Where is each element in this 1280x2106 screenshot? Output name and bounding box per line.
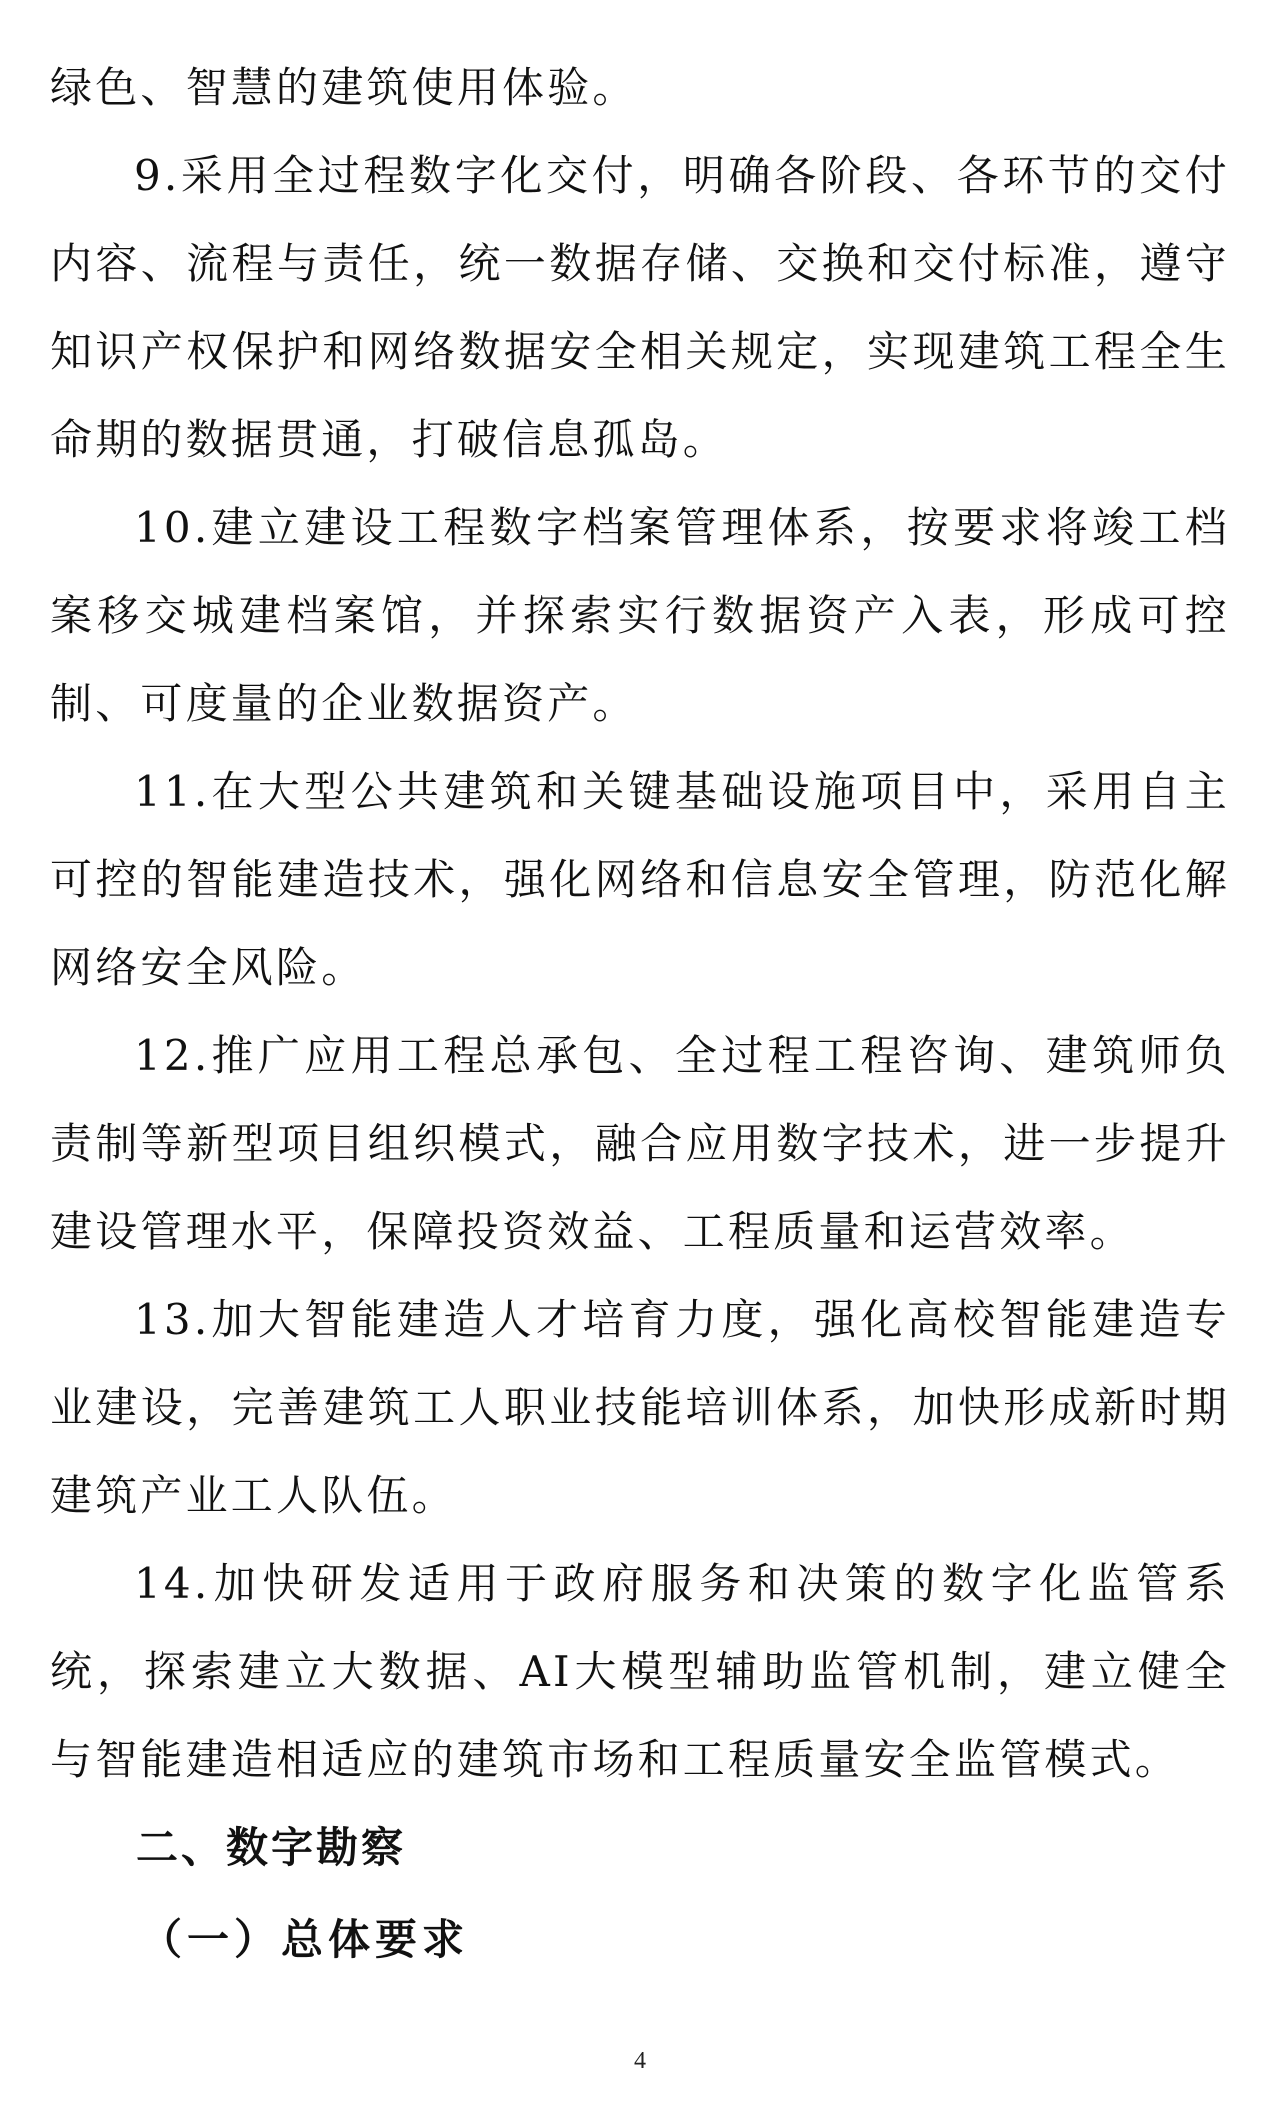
paragraph-item-13: 13.加大智能建造人才培育力度，强化高校智能建造专业建设，完善建筑工人职业技能培训体系，加快形成新时期建筑产业工人队伍。 — [50, 1295, 1230, 1520]
subsection-heading: （一）总体要求 — [140, 1915, 470, 1964]
section-heading: 二、数字勘察 — [136, 1823, 407, 1872]
paragraph-continuation: 绿色、智慧的建筑使用体验。 — [50, 63, 638, 112]
paragraph-item-11: 11.在大型公共建筑和关键基础设施项目中，采用自主可控的智能建造技术，强化网络和信息安全管理，防范化解网络安全风险。 — [50, 767, 1230, 992]
paragraph-item-9: 9.采用全过程数字化交付，明确各阶段、各环节的交付内容、流程与责任，统一数据存储、交换和交付标准，遵守知识产权保护和网络数据安全相关规定，实现建筑工程全生命期的数据贯通，打破信息孤岛。 — [50, 151, 1230, 464]
paragraph-item-14: 14.加快研发适用于政府服务和决策的数字化监管系统，探索建立大数据、AI大模型辅助监管机制，建立健全与智能建造相适应的建筑市场和工程质量安全监管模式。 — [50, 1559, 1230, 1784]
paragraph-item-12: 12.推广应用工程总承包、全过程工程咨询、建筑师负责制等新型项目组织模式，融合应用数字技术，进一步提升建设管理水平，保障投资效益、工程质量和运营效率。 — [50, 1031, 1230, 1256]
page-number: 4 — [634, 2048, 646, 2074]
paragraph-item-10: 10.建立建设工程数字档案管理体系，按要求将竣工档案移交城建档案馆，并探索实行数据资产入表，形成可控制、可度量的企业数据资产。 — [50, 503, 1230, 728]
